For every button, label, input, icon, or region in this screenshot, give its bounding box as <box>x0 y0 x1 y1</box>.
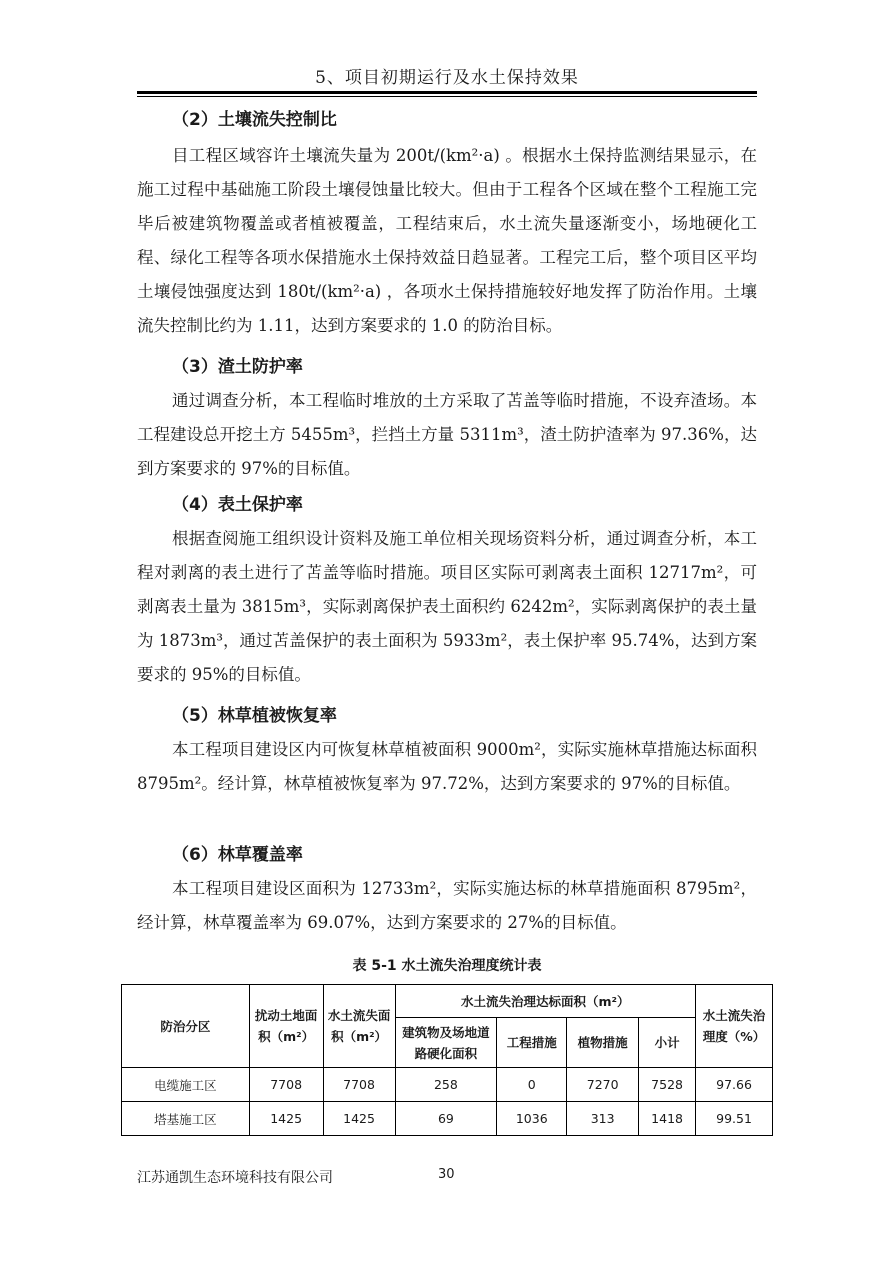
header-control-degree: 水土流失治理度（%） <box>696 985 773 1068</box>
section-title-topsoil-protection: （4）表土保护率 <box>172 495 303 515</box>
paragraph-spoil-protection: 通过调查分析，本工程临时堆放的土方采取了苫盖等临时措施，不设弃渣场。本工程建设总开挖土方 5455m³，拦挡土方量 5311m³，渣土防护渣率为 97.36%，达到方案要求的 97%的目标值。 <box>137 391 757 478</box>
cell-control-degree: 99.51 <box>696 1102 773 1136</box>
header-zone: 防治分区 <box>122 985 250 1068</box>
paragraph-topsoil-protection: 根据查阅施工组织设计资料及施工单位相关现场资料分析，通过调查分析，本工程对剥离的表土进行了苫盖等临时措施。项目区实际可剥离表土面积 12717m²，可剥离表土量为 3815m³，实际剥离保护表土面积约 6242m²，实际剥离保护的表土量为 1873m³，通过苫盖保护的表土面积为 5933m²，表土保护率 95.74%，达到方案要求的 95%的目标值。 <box>137 529 757 684</box>
cell-zone: 塔基施工区 <box>122 1102 250 1136</box>
section-title-vegetation-coverage: （6）林草覆盖率 <box>172 845 303 865</box>
cell-vegetation-measures: 313 <box>567 1102 639 1136</box>
paragraph-soil-loss-ratio: 目工程区域容许土壤流失量为 200t/(km²·a) 。根据水土保持监测结果显示，在施工过程中基础施工阶段土壤侵蚀量比较大。但由于工程各个区域在整个工程施工完毕后被建筑物覆盖或者植被覆盖，工程结束后，水土流失量逐渐变小，场地硬化工程、绿化工程等各项水保措施水土保持效益日趋显著。工程完工后，整个项目区平均土壤侵蚀强度达到 180t/(km²·a) ，各项水土保持措施较好地发挥了防治作用。土壤流失控制比约为 1.11，达到方案要求的 1.0 的防治目标。 <box>137 146 757 335</box>
header-engineering-measures: 工程措施 <box>497 1018 567 1068</box>
page-number: 30 <box>438 1167 455 1182</box>
header-disturbed-area: 扰动土地面积（m²） <box>249 985 323 1068</box>
cell-engineering-measures: 0 <box>497 1068 567 1102</box>
header-vegetation-measures: 植物措施 <box>567 1018 639 1068</box>
cell-loss-area: 7708 <box>323 1068 395 1102</box>
section-title-soil-loss-ratio: （2）土壤流失控制比 <box>172 110 337 130</box>
header-rule-thick <box>137 91 757 94</box>
table-caption: 表 5-1 水土流失治理度统计表 <box>352 958 542 974</box>
paragraph-vegetation-restoration: 本工程项目建设区内可恢复林草植被面积 9000m²，实际实施林草措施达标面积 8795m²。经计算，林草植被恢复率为 97.72%，达到方案要求的 97%的目标值。 <box>137 740 757 793</box>
cell-engineering-measures: 1036 <box>497 1102 567 1136</box>
cell-disturbed-area: 7708 <box>249 1068 323 1102</box>
cell-subtotal: 1418 <box>639 1102 696 1136</box>
cell-building-area: 69 <box>395 1102 497 1136</box>
header-subtotal: 小计 <box>639 1018 696 1068</box>
footer-company-name: 江苏通凯生态环境科技有限公司 <box>137 1170 333 1186</box>
header-treated-area-group: 水土流失治理达标面积（m²） <box>395 985 696 1018</box>
header-building-area: 建筑物及场地道路硬化面积 <box>395 1018 497 1068</box>
cell-zone: 电缆施工区 <box>122 1068 250 1102</box>
header-rule-thin <box>137 96 757 97</box>
table-row <box>122 1068 773 1102</box>
cell-building-area: 258 <box>395 1068 497 1102</box>
cell-disturbed-area: 1425 <box>249 1102 323 1136</box>
section-title-vegetation-restoration: （5）林草植被恢复率 <box>172 706 337 726</box>
table-row <box>122 1102 773 1136</box>
cell-loss-area: 1425 <box>323 1102 395 1136</box>
section-title-spoil-protection: （3）渣土防护率 <box>172 357 303 377</box>
cell-vegetation-measures: 7270 <box>567 1068 639 1102</box>
paragraph-vegetation-coverage: 本工程项目建设区面积为 12733m²，实际实施达标的林草措施面积 8795m²，经计算，林草覆盖率为 69.07%，达到方案要求的 27%的目标值。 <box>137 879 757 932</box>
soil-erosion-control-table <box>121 984 773 1136</box>
cell-subtotal: 7528 <box>639 1068 696 1102</box>
cell-control-degree: 97.66 <box>696 1068 773 1102</box>
header-loss-area: 水土流失面积（m²） <box>323 985 395 1068</box>
page-header-title: 5、项目初期运行及水土保持效果 <box>315 68 579 88</box>
